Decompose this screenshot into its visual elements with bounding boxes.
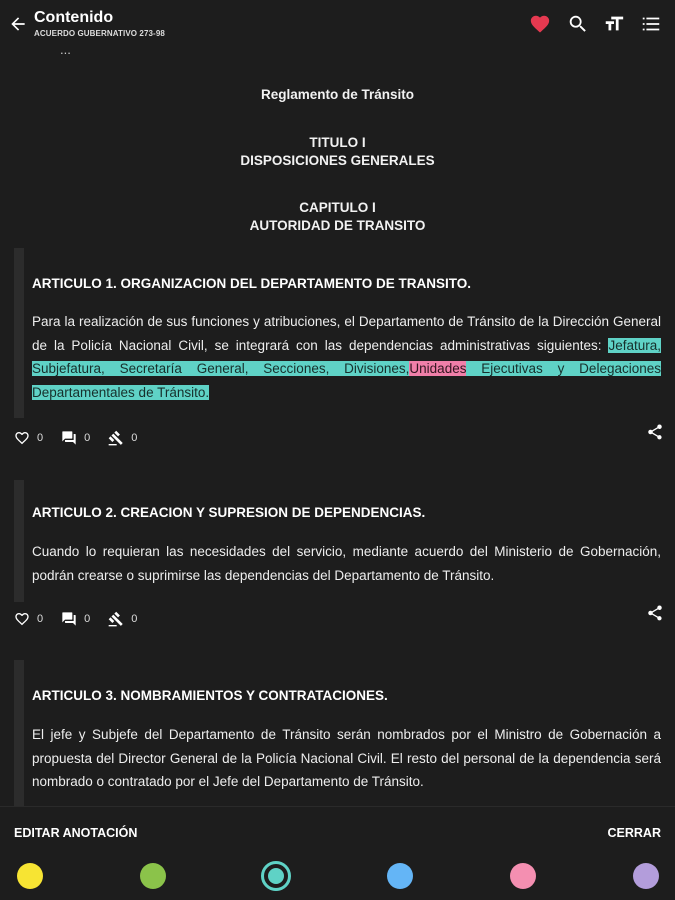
heart-outline-icon — [14, 611, 30, 627]
article-body[interactable]: El jefe y Subjefe del Departamento de Tránsito serán nombrados por el Ministro de Gobernación a propuesta del Director General de la Policía Nacional Civil. El resto del personal de la dependencia será nombrado o contratado por el Jefe del Departamento de Tránsito. — [32, 727, 661, 789]
article-text: Para la realización de sus funciones y atribuciones, el Departamento de Tránsito de la Dirección General de la Policía Nacional Civil, se integrará con las dependencias administrativas siguientes: — [32, 314, 661, 353]
comment-button[interactable] — [61, 430, 90, 446]
article-body[interactable] — [32, 310, 661, 404]
article-stats — [14, 609, 155, 629]
comment-icon — [61, 611, 77, 627]
document-heading: Reglamento de Tránsito — [260, 87, 415, 102]
heart-icon[interactable] — [529, 13, 551, 35]
gavel-icon — [108, 611, 124, 627]
page-title: Contenido — [34, 9, 114, 26]
annotation-bar — [0, 806, 675, 900]
color-swatch-blue[interactable] — [387, 863, 413, 889]
app-bar — [0, 0, 675, 50]
comment-icon — [61, 430, 77, 446]
annotation-count: 0 — [131, 613, 138, 625]
annotation-button[interactable] — [108, 430, 137, 446]
like-count: 0 — [37, 432, 44, 444]
like-count: 0 — [37, 613, 44, 625]
list-icon[interactable] — [640, 13, 662, 35]
article-stats — [14, 428, 155, 448]
color-swatch-pink[interactable] — [510, 863, 536, 889]
comment-button[interactable] — [61, 611, 90, 627]
article-title[interactable]: ARTICULO 3. NOMBRAMIENTOS Y CONTRATACIONES. — [32, 688, 388, 703]
titulo-name: DISPOSICIONES GENERALES — [240, 153, 435, 168]
article-body[interactable]: Cuando lo requieran las necesidades del servicio, mediante acuerdo del Ministerio de Gobernación, podrán crearse o suprimirse las dependencias del Departamento de Tránsito. — [32, 544, 661, 583]
capitulo-name: AUTORIDAD DE TRANSITO — [249, 218, 426, 233]
search-icon[interactable] — [567, 13, 589, 35]
selected-swatch-fill — [268, 868, 284, 884]
gavel-icon — [108, 430, 124, 446]
article-marker — [14, 480, 24, 602]
highlight-pink[interactable]: Unidades — [409, 361, 467, 376]
document-content[interactable] — [0, 50, 675, 806]
comment-count: 0 — [84, 432, 91, 444]
close-button[interactable]: CERRAR — [607, 826, 661, 840]
like-button[interactable] — [14, 611, 43, 627]
title-block — [34, 9, 165, 38]
heart-outline-icon — [14, 430, 30, 446]
titulo-number: TITULO I — [309, 135, 366, 150]
annotation-button[interactable] — [108, 611, 137, 627]
like-button[interactable] — [14, 430, 43, 446]
color-swatch-yellow[interactable] — [17, 863, 43, 889]
comment-count: 0 — [84, 613, 91, 625]
capitulo-number: CAPITULO I — [299, 200, 376, 215]
highlight-teal[interactable]: Jefatura, Subjefatura, Secretaría General, Secciones, Divisiones, — [32, 337, 661, 376]
article-marker — [14, 248, 24, 418]
share-icon[interactable] — [646, 423, 664, 441]
page-subtitle: ACUERDO GUBERNATIVO 273-98 — [34, 29, 165, 38]
color-swatch-purple[interactable] — [633, 863, 659, 889]
highlight-teal[interactable]: Ejecutivas y Delegaciones Departamentales de Tránsito. — [32, 361, 661, 400]
edit-annotation-button[interactable]: EDITAR ANOTACIÓN — [14, 826, 138, 840]
article-title[interactable]: ARTICULO 1. ORGANIZACION DEL DEPARTAMENTO DE TRANSITO. — [32, 276, 472, 291]
article-marker — [14, 660, 24, 810]
share-icon[interactable] — [646, 604, 664, 622]
article-title[interactable]: ARTICULO 2. CREACION Y SUPRESION DE DEPENDENCIAS. — [32, 505, 426, 520]
annotation-count: 0 — [131, 432, 138, 444]
text-size-icon[interactable] — [603, 13, 625, 35]
back-arrow-icon[interactable] — [8, 14, 28, 34]
color-swatch-teal-selected[interactable] — [261, 861, 291, 891]
color-swatch-green[interactable] — [140, 863, 166, 889]
